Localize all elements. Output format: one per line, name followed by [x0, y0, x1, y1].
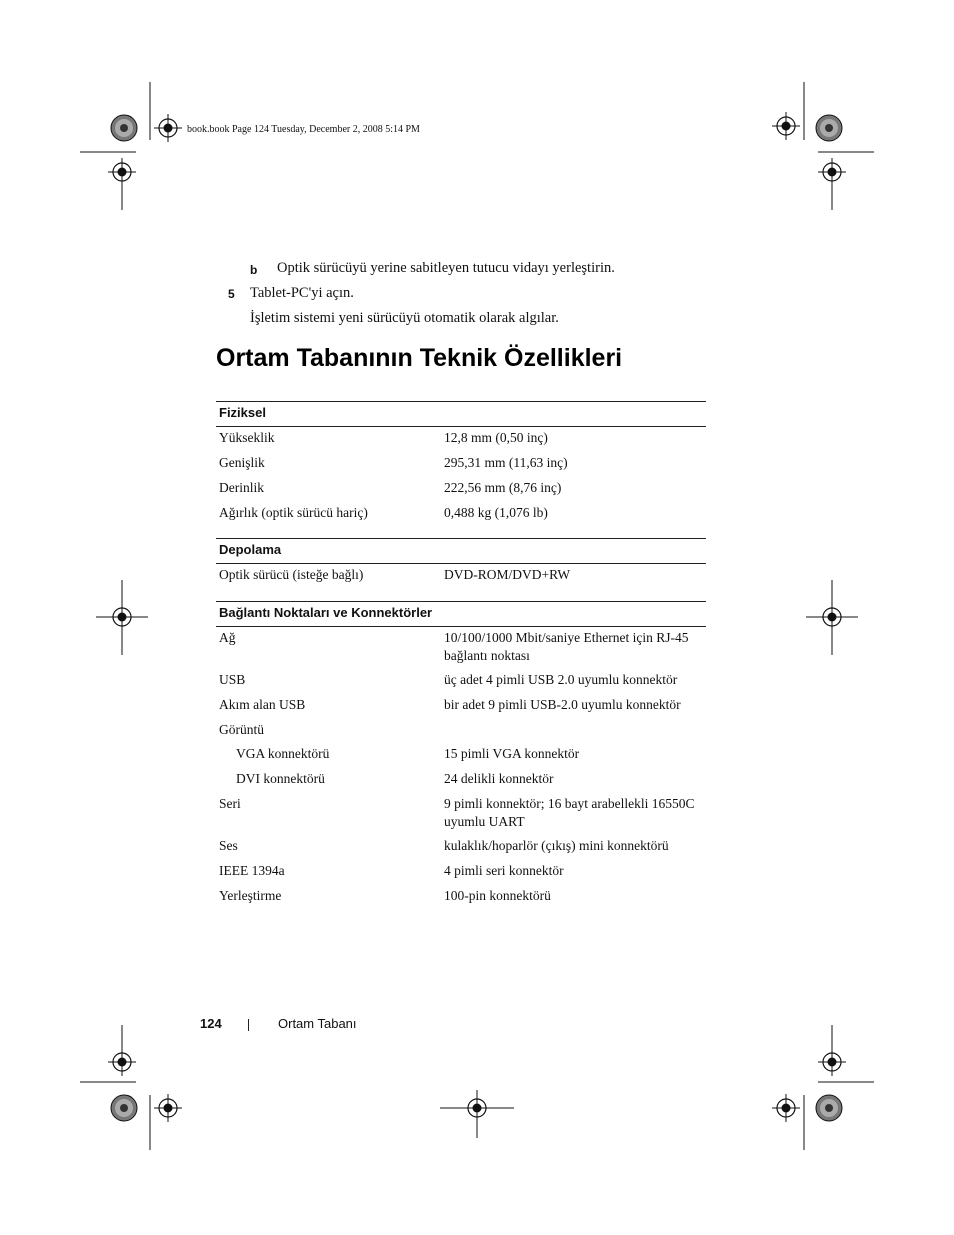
- row-value: 100-pin konnektörü: [444, 888, 551, 903]
- row-label: DVI konnektörü: [236, 771, 325, 786]
- spec-table-storage: [216, 538, 706, 591]
- section-heading: Depolama: [216, 538, 706, 564]
- registration-mark-top-left-lower: [108, 158, 136, 186]
- registration-mark-bottom-left-upper: [108, 1048, 136, 1076]
- row-value: 9 pimli konnektör; 16 bayt arabellekli 16550C uyumlu UART: [444, 796, 695, 829]
- spec-table-physical: [216, 401, 706, 529]
- row-label: Derinlik: [219, 480, 264, 495]
- row-value: 24 delikli konnektör: [444, 771, 554, 786]
- row-value: kulaklık/hoparlör (çıkış) mini konnektörü: [444, 838, 669, 853]
- table-row: [216, 504, 706, 529]
- row-label: Ağırlık (optik sürücü hariç): [219, 505, 368, 520]
- table-row: [216, 454, 706, 479]
- row-value: 295,31 mm (11,63 inç): [444, 455, 568, 470]
- row-label: Optik sürücü (isteğe bağlı): [219, 567, 364, 582]
- row-value: üç adet 4 pimli USB 2.0 uyumlu konnektör: [444, 672, 678, 687]
- row-label: Yerleştirme: [219, 888, 282, 903]
- row-label: IEEE 1394a: [219, 863, 285, 878]
- row-label: Ağ: [219, 630, 236, 645]
- registration-mark-middle-right: [818, 603, 846, 631]
- table-row: [216, 795, 706, 837]
- row-value: 15 pimli VGA konnektör: [444, 746, 580, 761]
- step-b-text: Optik sürücüyü yerine sabitleyen tutucu vidayı yerleştirin.: [277, 260, 615, 276]
- table-row: [216, 429, 706, 454]
- footer-divider: [248, 1019, 249, 1031]
- step-marker-b: b: [250, 263, 258, 277]
- registration-mark-bottom-right-upper: [818, 1048, 846, 1076]
- table-row: [216, 837, 706, 862]
- table-row: [216, 887, 706, 912]
- row-value: DVD-ROM/DVD+RW: [444, 567, 571, 582]
- registration-mark-bottom-right: [772, 1094, 800, 1122]
- step-note: İşletim sistemi yeni sürücüyü otomatik olarak algılar.: [250, 310, 559, 326]
- spec-table-ports: [216, 601, 706, 912]
- registration-mark-middle-left: [108, 603, 136, 631]
- table-row: [216, 721, 706, 745]
- page-number: 124: [200, 1016, 222, 1031]
- star-target-top-left: [111, 115, 137, 141]
- star-target-top-right: [816, 115, 842, 141]
- table-row: [216, 770, 706, 795]
- row-label: Genişlik: [219, 455, 265, 470]
- print-slug: book.book Page 124 Tuesday, December 2, 2008 5:14 PM: [187, 124, 420, 135]
- step-5-text: Tablet-PC'yi açın.: [250, 285, 354, 301]
- row-value: 222,56 mm (8,76 inç): [444, 480, 562, 495]
- row-value: 12,8 mm (0,50 inç): [444, 430, 548, 445]
- section-heading: Fiziksel: [216, 401, 706, 427]
- star-target-bottom-right: [816, 1095, 842, 1121]
- table-row: [216, 696, 706, 721]
- registration-mark-bottom-center: [463, 1094, 491, 1122]
- registration-mark-top-right-lower: [818, 158, 846, 186]
- crop-marks-top-left: [80, 82, 150, 210]
- crop-marks-bottom-right: [804, 1025, 874, 1150]
- registration-mark-top-right: [772, 112, 800, 140]
- footer-section-title: Ortam Tabanı: [278, 1016, 357, 1031]
- row-label: Seri: [219, 796, 241, 811]
- crop-marks-top-right: [804, 82, 874, 210]
- table-row: [216, 745, 706, 770]
- table-row: [216, 479, 706, 504]
- registration-mark-top-left: [154, 114, 182, 142]
- page-title: Ortam Tabanının Teknik Özellikleri: [216, 344, 623, 372]
- row-label: Görüntü: [219, 722, 264, 737]
- row-value: bir adet 9 pimli USB-2.0 uyumlu konnektör: [444, 697, 681, 712]
- star-target-bottom-left: [111, 1095, 137, 1121]
- section-heading: Bağlantı Noktaları ve Konnektörler: [216, 601, 706, 627]
- row-value: 0,488 kg (1,076 lb): [444, 505, 548, 520]
- crop-marks-bottom-left: [80, 1025, 150, 1150]
- row-label: Ses: [219, 838, 238, 853]
- table-row: [216, 566, 706, 591]
- table-row: [216, 671, 706, 696]
- table-row: [216, 862, 706, 887]
- row-label: Yükseklik: [219, 430, 275, 445]
- registration-mark-bottom-left: [154, 1094, 182, 1122]
- row-label: USB: [219, 672, 246, 687]
- row-label: VGA konnektörü: [236, 746, 330, 761]
- row-value: 4 pimli seri konnektör: [444, 863, 564, 878]
- table-row: [216, 629, 706, 671]
- row-label: Akım alan USB: [219, 697, 306, 712]
- step-marker-5: 5: [228, 287, 235, 301]
- row-value: 10/100/1000 Mbit/saniye Ethernet için RJ-45 bağlantı noktası: [444, 630, 689, 663]
